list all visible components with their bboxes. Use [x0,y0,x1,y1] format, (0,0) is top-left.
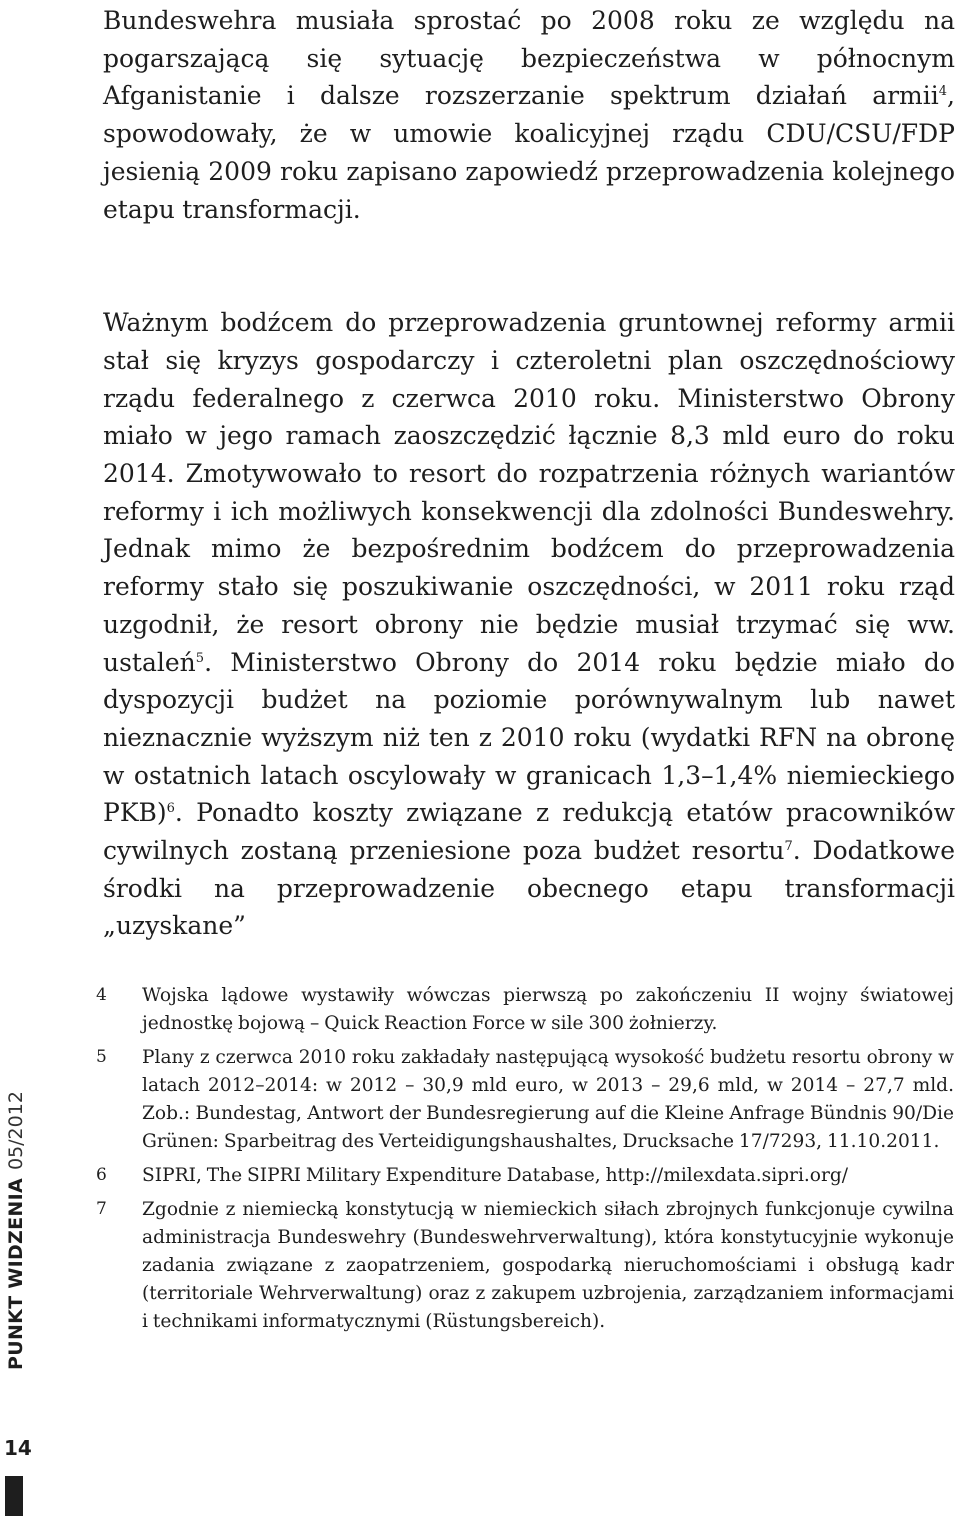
paragraph-2-text-c: . Ponadto koszty związane z redukcją etatów pracowników cywilnych zostaną przeniesione poza budżet resortu [103,798,955,866]
sidebar-label-rotated [4,1091,28,1370]
footnote-text: Plany z czerwca 2010 roku zakładały następującą wysokość budżetu resortu obrony w latach 2012–2014: w 2012 – 30,9 mld euro, w 2013 – 29,6 mld, w 2014 – 27,7 mld. Zob.: Bundestag, Antwort der Bundesregierung auf die Kleine Anfrage Bündnis 90/Die Grünen: Sparbeitrag des Verteidigungshaushaltes, Drucksache 17/7293, 11.10.2011. [142,1047,954,1152]
footnote-text: Zgodnie z niemiecką konstytucją w niemieckich siłach zbrojnych funkcjonuje cywilna administracja Bundeswehry (Bundeswehrverwaltung), która konstytucyjnie wykonuje zadania związane z zaopatrzeniem, gospodarką nieruchomościami i obsługą kadr (territoriale Wehrverwaltung) oraz z zakupem uzbrojenia, zarządzaniem informacjami i technikami informatycznymi (Rüstungsbereich). [142,1199,954,1332]
footnote-ref-6[interactable]: 6 [166,801,175,817]
footnotes [96,982,954,1342]
footnote-4 [96,982,954,1038]
footnote-text[interactable]: SIPRI, The SIPRI Military Expenditure Database, http://milexdata.sipri.org/ [142,1165,849,1186]
footnote-text: Wojska lądowe wystawiły wówczas pierwszą po zakończeniu II wojny światowej jednostkę bojową – Quick Reaction Force w sile 300 żołnierzy. [142,985,954,1034]
paragraph-1-text: Bundeswehra musiała sprostać po 2008 roku ze względu na pogarszającą się sytuację bezpieczeństwa w północnym Afganistanie i dalsze rozszerzanie spektrum działań armii [103,6,955,111]
footnote-5 [96,1044,954,1156]
footnote-number: 7 [96,1199,107,1219]
page-number: 14 [4,1436,32,1460]
main-text [103,0,955,945]
footnote-ref-4[interactable]: 4 [938,84,948,100]
paragraph-2 [103,304,955,945]
footnote-6 [96,1162,954,1190]
footnote-number: 4 [96,985,107,1005]
publication-brand: PUNKT WIDZENIA [5,1178,27,1370]
footnote-7 [96,1196,954,1336]
footnote-number: 5 [96,1047,107,1067]
paragraph-2-text-b: . Ministerstwo Obrony do 2014 roku będzie miało do dyspozycji budżet na poziomie porównywalnym lub nawet nieznacznie wyższym niż ten z 2010 roku (wydatki RFN na obronę w ostatnich latach oscylowały w granicach 1,3–1,4% niemieckiego PKB) [103,647,955,828]
publication-issue: 05/2012 [5,1091,27,1171]
paragraph-1-text-end: , spowodowały, że w umowie koalicyjnej rządu CDU/CSU/FDP jesienią 2009 roku zapisano zapowiedź przeprowadzenia kolejnego etapu transformacji. [103,81,955,224]
footnote-number: 6 [96,1165,107,1185]
paragraph-2-text-d: . Dodatkowe środki na przeprowadzenie obecnego etapu transformacji „uzyskane” [103,836,955,941]
sidebar-publication-label [0,1050,30,1370]
footnote-ref-5[interactable]: 5 [195,650,205,666]
page-mark-bar [5,1476,23,1516]
footnote-ref-7[interactable]: 7 [784,839,793,855]
paragraph-1 [103,2,955,228]
paragraph-2-text-a: Ważnym bodźcem do przeprowadzenia gruntownej reformy armii stał się kryzys gospodarczy i czteroletni plan oszczędnościowy rządu federalnego z czerwca 2010 roku. Ministerstwo Obrony miało w jego ramach zaoszczędzić łącznie 8,3 mld euro do roku 2014. Zmotywowało to resort do rozpatrzenia różnych wariantów reformy i ich możliwych konsekwencji dla zdolności Bundeswehry. Jednak mimo że bezpośrednim bodźcem do przeprowadzenia reformy stało się poszukiwanie oszczędności, w 2011 roku rząd uzgodnił, że resort obrony nie będzie musiał trzymać się ww. ustaleń [103,308,955,677]
